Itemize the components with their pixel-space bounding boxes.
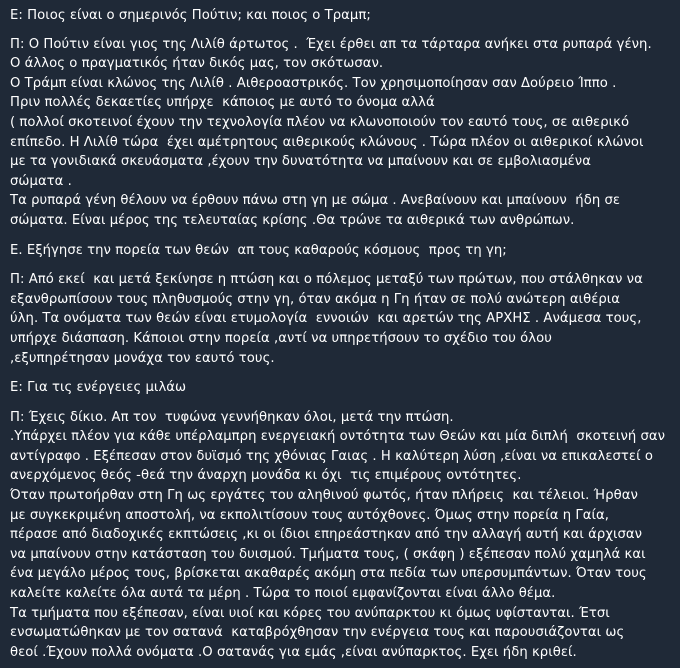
text-line: Τα τμήματα που εξέπεσαν, είναι υιοί και κόρες του ανύπαρκτου κι όμως υφίστανται. Έτσι — [10, 605, 610, 621]
text-line: Πριν πολλές δεκαετίες υπήρχε κάποιος με αυτό το όνομα αλλά — [10, 95, 435, 111]
answer-block-1 — [10, 35, 668, 231]
text-line: πέρασε από διαδοχικές εκπτώσεις ,κι οι ίδιοι επηρεάστηκαν από την αλλαγή αυτή και άρχισαν — [10, 527, 643, 543]
question-block-3 — [10, 378, 668, 398]
text-line: επίπεδο. Η Λιλίθ τώρα έχει αμέτρητους αιθερικούς κλώνους . Τώρα πλέον οι αιθερικοί κλώνοι — [10, 134, 644, 150]
text-line: ,εξυπηρέτησαν μονάχα τον εαυτό τους. — [10, 350, 275, 366]
text-line: Π: Ο Πούτιν είναι γιος της Λιλίθ άρτωτος . Έχει έρθει απ τα τάρταρα ανήκει στα ρυπαρά γένη. — [10, 36, 652, 52]
text-line: ένα μεγάλο μέρος τους, βρίσκεται ακαθαρές ακόμη στα πεδία των υπερσυμπάντων. Όταν τους — [10, 566, 647, 582]
text-line: σώματα. Είναι μέρος της τελευταίας κρίσης .Θα τρώνε τα αιθερικά των ανθρώπων. — [10, 212, 575, 228]
text-line: Τα ρυπαρά γένη θέλουν να έρθουν πάνω στη γη με σώμα . Ανεβαίνουν και μπαίνουν ήδη σε — [10, 193, 621, 209]
question-block-2 — [10, 241, 668, 261]
text-line: με τα γονιδιακά σκευάσματα ,έχουν την δυνατότητα να μπαίνουν και σε εμβολιασμένα — [10, 154, 591, 170]
text-line: ύλη. Τα ονόματα των θεών είναι ετυμολογία εννοιών και αρετών της ΑΡΧΗΣ . Ανάμεσα τους, — [10, 311, 642, 327]
text-line: σώματα . — [10, 173, 72, 189]
text-line: να μπαίνουν στην κατάσταση του δυισμού. Τμήματα τους, ( σκάφη ) εξέπεσαν πολύ χαμηλά και — [10, 546, 646, 562]
text-line: Ε. Εξήγησε την πορεία των θεών απ τους καθαρούς κόσμους προς τη γη; — [10, 242, 507, 258]
text-line: καλείτε καλείτε όλα αυτά τα μέρη . Τώρα το ποιοί εμφανίζονται είναι άλλο θέμα. — [10, 586, 556, 602]
text-line: ανερχόμενος θεός -θεά την άναρχη μονάδα κι όχι τις επιμέρους οντότητες. — [10, 468, 522, 484]
text-line: Ε: Ποιος είναι ο σημερινός Πούτιν; και ποιος ο Τραμπ; — [10, 8, 371, 23]
text-line: Ο Τράμπ είναι κλώνος της Λιλίθ . Αιθεροαστρικός. Τον χρησιμοποίησαν σαν Δούρειο Ίππο . — [10, 75, 617, 91]
text-line: Ο άλλος ο πραγματικός ήταν δικός μας, τον σκότωσαν. — [10, 56, 384, 72]
text-line: με συγκεκριμένη αποστολή, να εκπολιτίσουν τους αυτόχθονες. Όμως στην πορεία η Γαία, — [10, 507, 610, 523]
text-line: Ε: Για τις ενέργειες μιλάω — [10, 380, 187, 396]
text-line: αντίγραφο . Εξέπεσαν στον δυϊσμό της χθόνιας Γαιας . Η καλύτερη λύση ,είναι να επικαλεστεί ο — [10, 448, 653, 464]
text-line: .Υπάρχει πλέον για κάθε υπέρλαμπρη ενεργειακή οντότητα των Θεών και μία διπλή σκοτεινή σαν — [10, 429, 666, 445]
answer-block-2 — [10, 270, 668, 368]
text-line: θεοί .Έχουν πολλά ονόματα .Ο σατανάς για εμάς ,είναι ανύπαρκτος. Εχει ήδη κριθεί. — [10, 644, 577, 660]
text-line: Π: Από εκεί και μετά ξεκίνησε η πτώση και ο πόλεμος μεταξύ των πρώτων, που στάλθηκαν να — [10, 272, 643, 288]
text-line: Όταν πρωτοήρθαν στη Γη ως εργάτες του αληθινού φωτός, ήταν πλήρεις και τέλειοι. Ήρθαν — [10, 488, 638, 504]
answer-block-3 — [10, 408, 668, 663]
text-line: Π: Έχεις δίκιο. Απ τον τυφώνα γεννήθηκαν όλοι, μετά την πτώση. — [10, 409, 454, 425]
question-block-1 — [10, 6, 668, 26]
text-line: ( πολλοί σκοτεινοί έχουν την τεχνολογία πλέον να κλωνοποιούν τον εαυτό τους, σε αιθερικό — [10, 114, 630, 130]
text-line: ενσωματώθηκαν με τον σατανά καταβρόχθησαν την ενέργεια τους και παρουσιάζονται ως — [10, 625, 625, 641]
text-line: υπήρχε διάσπαση. Κάποιοι στην πορεία ,αντί να υπηρετήσουν το σχέδιο του όλου — [10, 330, 552, 346]
text-line: εξανθρωπίσουν τους πληθυσμούς στην γη, όταν ακόμα η Γη ήταν σε πολύ ανώτερη αιθέρια — [10, 291, 621, 307]
